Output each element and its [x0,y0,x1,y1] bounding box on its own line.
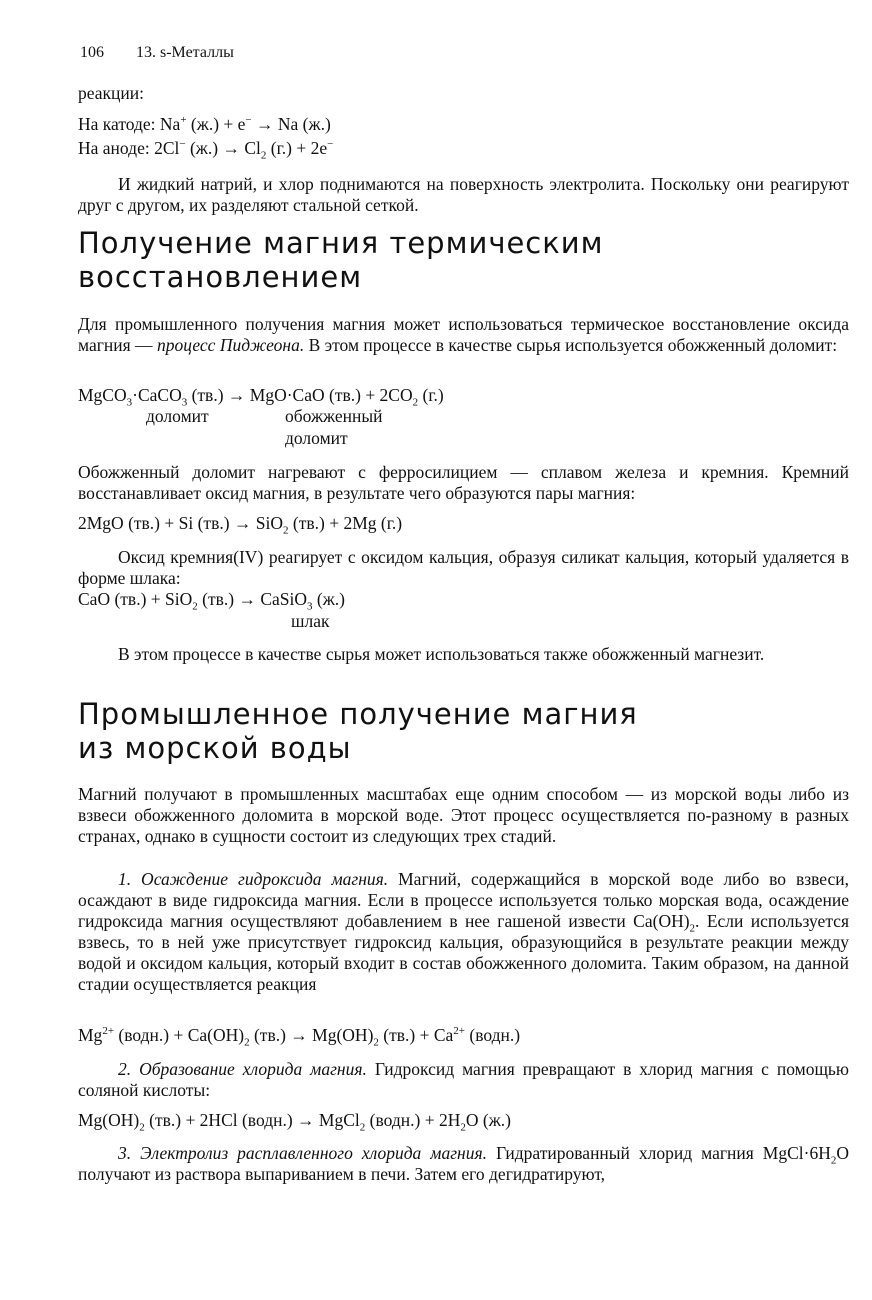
reactions-word: реакции: [78,83,144,103]
anode-equation: На аноде: 2Cl− $(ж.) \to Cl_2$ (г.) + 2e− [78,138,334,162]
step-1: 1. Осаждение гидроксида магния. Магний, содержащийся в морской воде либо во взвеси, осаждают в виде гидроксида магния. Если в процессе используется только морская вода, осаждение гидроксида магния осуществляют добавлением в нее гашеной извести $Ca(OH)_2$. Если используется взвесь, то в ней уже присутствует гидроксид кальция, образующийся в результате реакции между водой и оксидом кальция, который входит в состав обожженного доломита. Таким образом, на данной стадии осуществляется реакция [78,869,849,994]
page-header [80,44,234,62]
intro-paragraph: И жидкий натрий, и хлор поднимаются на поверхность электролита. Поскольку они реагируют друг с другом, их разделяют стальной сеткой. [78,174,849,215]
section1-paragraph-2: Обожженный доломит нагревают с ферросилицием — сплавом железа и кремния. Кремний восстанавливает оксид магния, в результате чего образуются пары магния: [78,462,849,503]
label-slag: шлак [291,611,330,631]
label-dolomite: доломит [146,406,209,426]
running-title: 13. s-Металлы [136,44,234,61]
equation-precipitation: $Mg^{2+}$ (водн.) + $Ca(OH)_2$ $(тв.) \to Mg(OH)_2$ $(тв.) + Ca^{2+}$ (водн.) [78,1025,521,1049]
equation-silicon: 2MgO (тв.) + Si (тв.) → SiO$_2$ (тв.) + 2Mg (г.) [78,513,403,537]
label-dolomite-2: доломит [285,428,348,448]
equation-chloride: $Mg(OH)_2$ (тв.) + 2HCl (водн.) → MgCl$_2$ (водн.) + $2H_2O$ (ж.) [78,1110,511,1134]
section1-paragraph-3: Оксид кремния(IV) реагирует с оксидом кальция, образуя силикат кальция, который удаляется в форме шлака: [78,547,849,588]
page-number: 106 [80,44,104,61]
section1-heading: Получение магния термическим восстановлением [78,226,604,294]
step-2: 2. Образование хлорида магния. Гидроксид магния превращают в хлорид магния с помощью соляной кислоты: [78,1059,849,1100]
equation-slag: CaO (тв.) + SiO$_2$ (тв.) → CaSiO$_3$ (ж.) [78,589,345,613]
cathode-equation: На катоде: Na+ (ж.) + e− → Na (ж.) [78,114,331,134]
section1-paragraph-4: В этом процессе в качестве сырья может использоваться также обожженный магнезит. [118,644,765,664]
step-3: 3. Электролиз расплавленного хлорида магния. Гидратированный хлорид магния $MgCl\cdot 6H_2O$ получают из раствора выпариванием в печи. Затем его дегидратируют, [78,1143,849,1184]
section1-paragraph-1: Для промышленного получения магния может использоваться термическое восстановление оксида магния — процесс Пиджеона. В этом процессе в качестве сырья используется обожженный доломит: [78,314,849,355]
equation-dolomite: MgCO$_3$·CaCO$_3$ (тв.) → MgO·CaO $(тв.) + 2CO_2$ (г.) [78,385,444,409]
label-burnt: обожженный [285,406,383,426]
section2-heading: Промышленное получение магния из морской воды [78,697,638,765]
section2-paragraph-1: Магний получают в промышленных масштабах еще одним способом — из морской воды либо из взвеси обожженного доломита в морской воде. Этот процесс осуществляется по-разному в разных странах, однако в сущности состоит из следующих трех стадий. [78,784,849,846]
